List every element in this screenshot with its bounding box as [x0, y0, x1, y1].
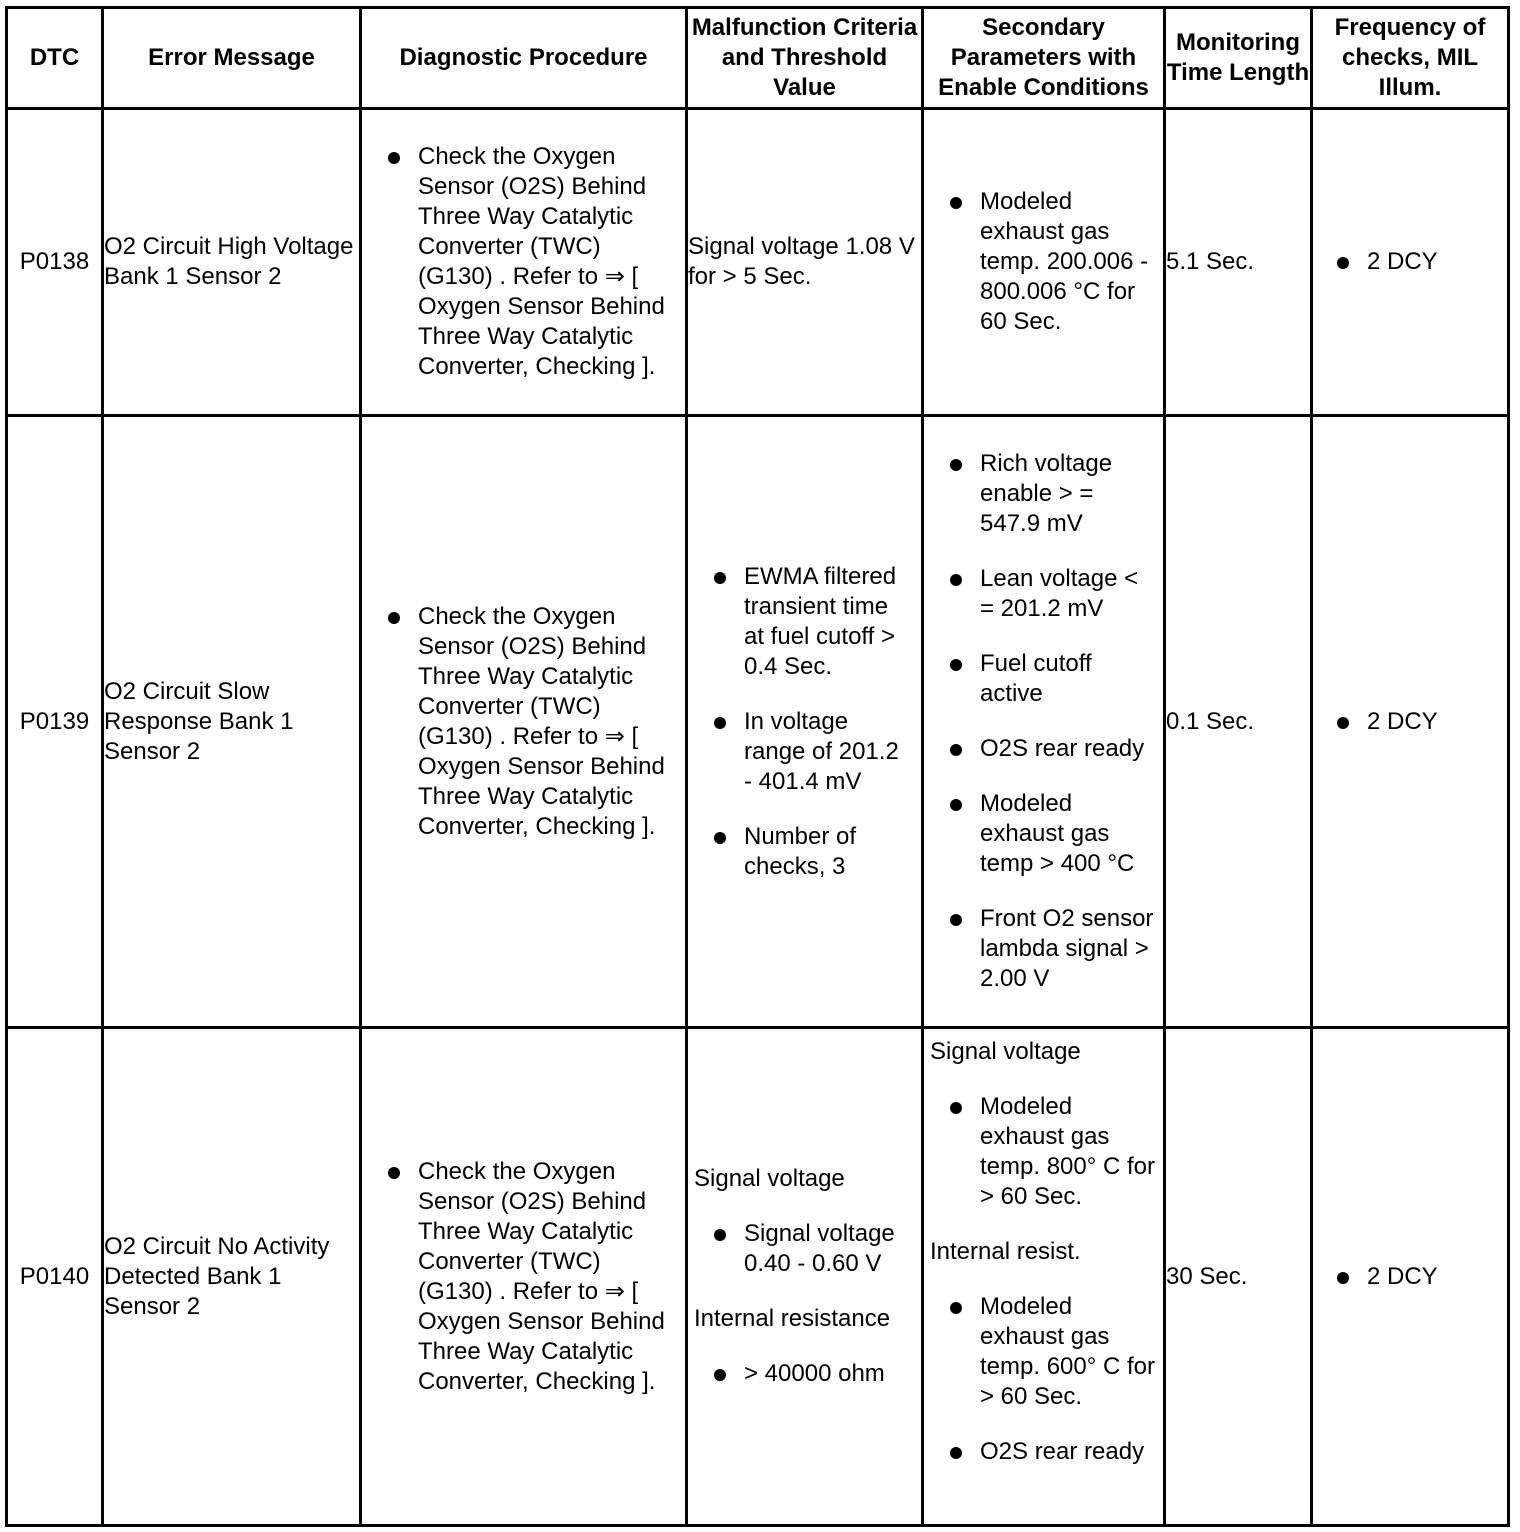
- secondary-subheading: Internal resist.: [930, 1238, 1081, 1265]
- header-secondary-parameters: Secondary Parameters with Enable Conditions: [923, 8, 1165, 109]
- table-row: [7, 1028, 1509, 1526]
- table-row: [7, 109, 1509, 416]
- monitoring-time: 5.1 Sec.: [1165, 109, 1312, 416]
- secondary-item: Modeled exhaust gas temp. 600° C for > 60 Sec.: [924, 1292, 1163, 1412]
- header-row: [7, 8, 1509, 109]
- table-row: [7, 416, 1509, 1028]
- secondary-parameters: [923, 109, 1165, 416]
- malfunction-item: In voltage range of 201.2 - 401.4 mV: [688, 707, 921, 797]
- malfunction-item: Signal voltage 0.40 - 0.60 V: [688, 1219, 921, 1279]
- error-message: O2 Circuit High Voltage Bank 1 Sensor 2: [103, 109, 361, 416]
- dtc-code: P0138: [7, 109, 103, 416]
- secondary-parameters: [923, 1028, 1165, 1526]
- malfunction-item: EWMA filtered transient time at fuel cutoff > 0.4 Sec.: [688, 562, 921, 682]
- malfunction-criteria: [687, 1028, 923, 1526]
- malfunction-subheading: Internal resistance: [694, 1305, 891, 1332]
- procedure-item: Check the Oxygen Sensor (O2S) Behind Three Way Catalytic Converter (TWC) (G130) . Refer to ⇒ [ Oxygen Sensor Behind Three Way Catalytic Converter, Checking ].: [362, 142, 685, 382]
- diagnostic-procedure: [361, 1028, 687, 1526]
- malfunction-criteria: [687, 416, 923, 1028]
- procedure-item: Check the Oxygen Sensor (O2S) Behind Three Way Catalytic Converter (TWC) (G130) . Refer to ⇒ [ Oxygen Sensor Behind Three Way Catalytic Converter, Checking ].: [362, 1157, 685, 1397]
- diagnostic-procedure: [361, 109, 687, 416]
- header-diagnostic-procedure: Diagnostic Procedure: [361, 8, 687, 109]
- secondary-item: Front O2 sensor lambda signal > 2.00 V: [924, 904, 1163, 994]
- header-error-message: Error Message: [103, 8, 361, 109]
- secondary-item: Rich voltage enable > = 547.9 mV: [924, 449, 1163, 539]
- frequency: [1312, 109, 1509, 416]
- malfunction-subheading: Signal voltage: [694, 1165, 845, 1192]
- secondary-item: O2S rear ready: [924, 1437, 1163, 1467]
- secondary-item: Modeled exhaust gas temp. 200.006 - 800.006 °C for 60 Sec.: [924, 187, 1163, 337]
- secondary-item: O2S rear ready: [924, 734, 1163, 764]
- header-monitoring-time: Monitoring Time Length: [1165, 8, 1312, 109]
- monitoring-time: 30 Sec.: [1165, 1028, 1312, 1526]
- secondary-item: Lean voltage < = 201.2 mV: [924, 564, 1163, 624]
- header-frequency: Frequency of checks, MIL Illum.: [1312, 8, 1509, 109]
- secondary-item: Fuel cutoff active: [924, 649, 1163, 709]
- error-message: O2 Circuit No Activity Detected Bank 1 Sensor 2: [103, 1028, 361, 1526]
- frequency-item: 2 DCY: [1313, 1262, 1507, 1292]
- secondary-item: Modeled exhaust gas temp > 400 °C: [924, 789, 1163, 879]
- dtc-code: P0140: [7, 1028, 103, 1526]
- diagnostic-procedure: [361, 416, 687, 1028]
- dtc-table: [5, 6, 1510, 1527]
- header-dtc: DTC: [7, 8, 103, 109]
- frequency: [1312, 416, 1509, 1028]
- procedure-item: Check the Oxygen Sensor (O2S) Behind Three Way Catalytic Converter (TWC) (G130) . Refer to ⇒ [ Oxygen Sensor Behind Three Way Catalytic Converter, Checking ].: [362, 602, 685, 842]
- secondary-item: Modeled exhaust gas temp. 800° C for > 60 Sec.: [924, 1092, 1163, 1212]
- malfunction-item: > 40000 ohm: [688, 1359, 921, 1389]
- error-message: O2 Circuit Slow Response Bank 1 Sensor 2: [103, 416, 361, 1028]
- malfunction-item: Number of checks, 3: [688, 822, 921, 882]
- malfunction-criteria: Signal voltage 1.08 V for > 5 Sec.: [687, 109, 923, 416]
- frequency-item: 2 DCY: [1313, 707, 1507, 737]
- frequency: [1312, 1028, 1509, 1526]
- secondary-parameters: [923, 416, 1165, 1028]
- monitoring-time: 0.1 Sec.: [1165, 416, 1312, 1028]
- header-malfunction-criteria: Malfunction Criteria and Threshold Value: [687, 8, 923, 109]
- secondary-subheading: Signal voltage: [930, 1038, 1081, 1065]
- dtc-code: P0139: [7, 416, 103, 1028]
- frequency-item: 2 DCY: [1313, 247, 1507, 277]
